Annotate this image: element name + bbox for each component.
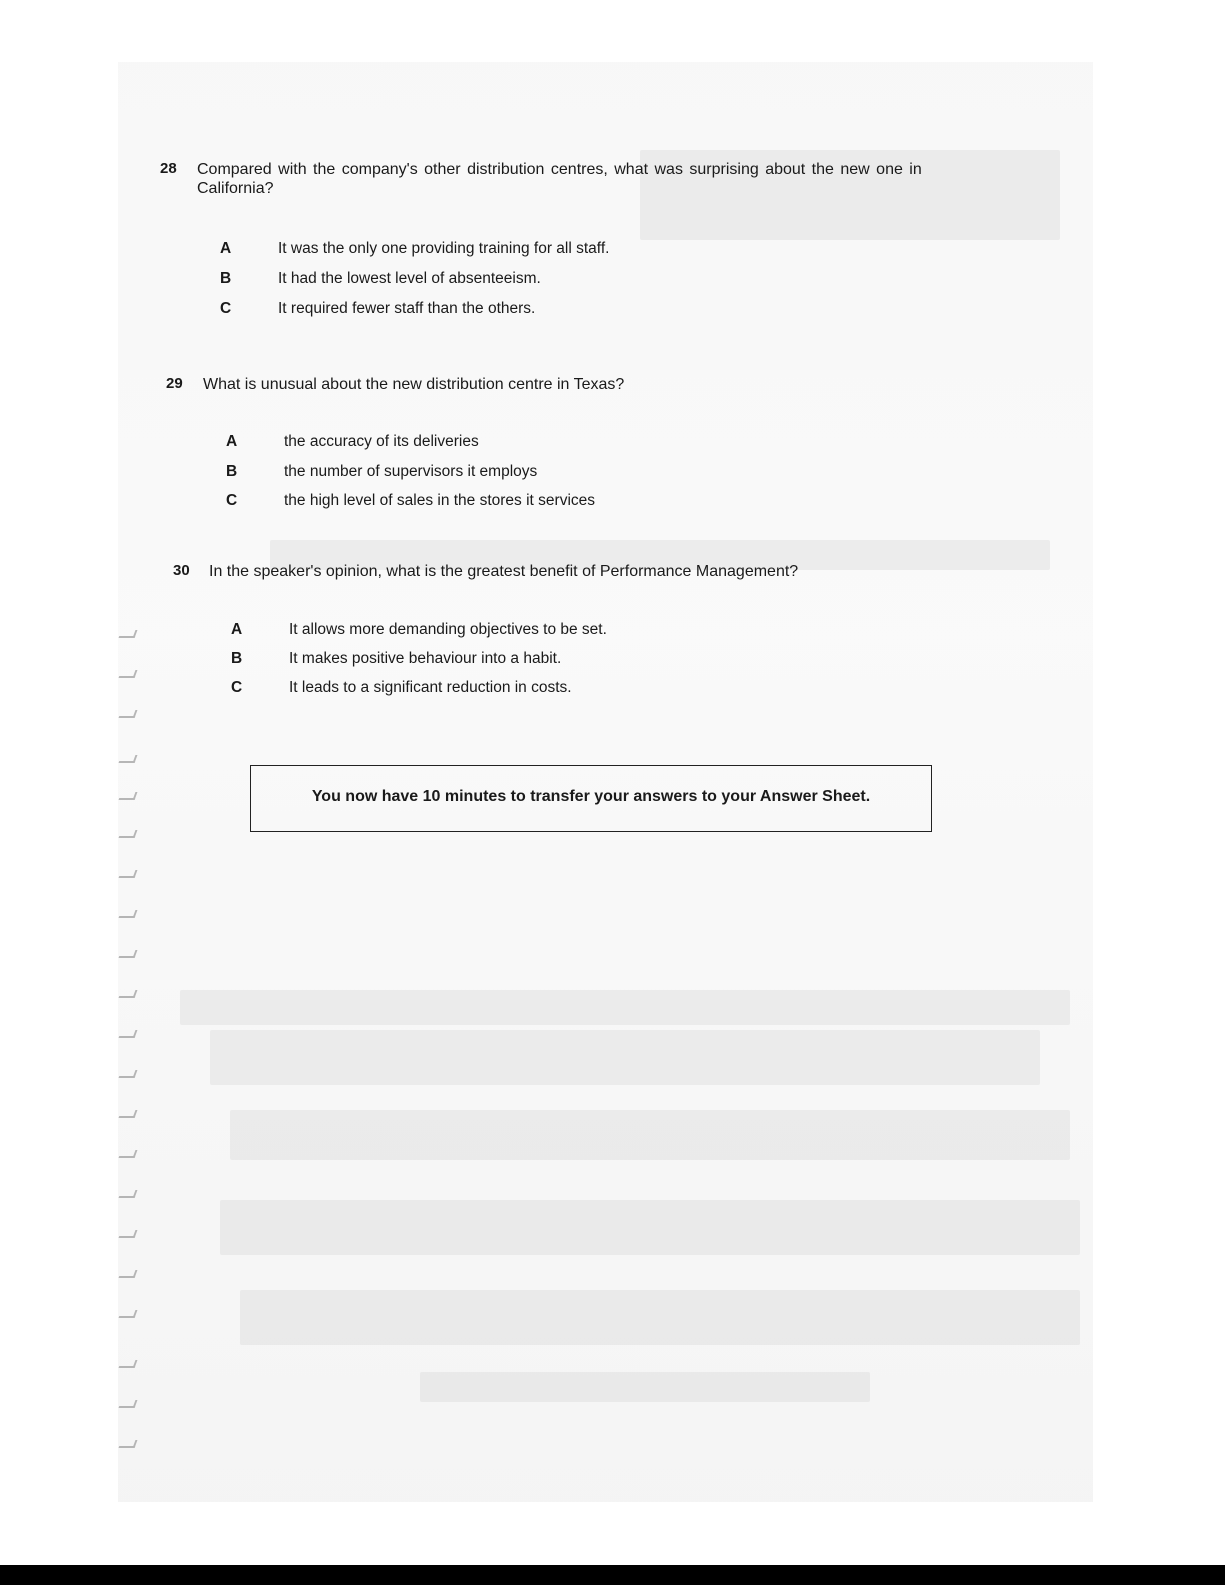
option-letter: C (231, 679, 243, 696)
tick-mark-icon (119, 1310, 138, 1318)
bleed-through-block (210, 1030, 1040, 1085)
bleed-through-block (220, 1200, 1080, 1255)
margin-tick-marks (120, 620, 140, 1460)
question-text: In the speaker's opinion, what is the greatest benefit of Performance Management? (209, 563, 799, 580)
tick-mark-icon (119, 870, 138, 878)
tick-mark-icon (119, 1150, 138, 1158)
tick-mark-icon (119, 990, 138, 998)
tick-mark-icon (119, 830, 138, 838)
option-text: It required fewer staff than the others. (278, 300, 536, 317)
notice-text: You now have 10 minutes to transfer your answers to your Answer Sheet. (311, 788, 871, 805)
tick-mark-icon (119, 1270, 138, 1278)
option-text: the number of supervisors it employs (284, 463, 538, 480)
question-text-continued: California? (197, 180, 274, 197)
scan-edge-bar (0, 1565, 1225, 1585)
option-text: the accuracy of its deliveries (284, 433, 479, 450)
tick-mark-icon (119, 755, 138, 763)
question-text: Compared with the company's other distribution centres, what was surprising about the new one in (197, 161, 922, 178)
option-text: It was the only one providing training for all staff. (278, 240, 610, 257)
tick-mark-icon (119, 792, 138, 800)
option-letter: A (231, 621, 243, 638)
bleed-through-block (240, 1290, 1080, 1345)
option-letter: A (220, 240, 232, 257)
tick-mark-icon (119, 910, 138, 918)
option-letter: B (231, 650, 243, 667)
option-text: It allows more demanding objectives to be set. (289, 621, 607, 638)
tick-mark-icon (119, 1440, 138, 1448)
question-number: 28 (160, 160, 177, 177)
tick-mark-icon (119, 670, 138, 678)
option-letter: B (220, 270, 232, 287)
question-30 (173, 562, 933, 702)
question-text: What is unusual about the new distribution centre in Texas? (203, 376, 625, 393)
tick-mark-icon (119, 1400, 138, 1408)
tick-mark-icon (119, 1230, 138, 1238)
tick-mark-icon (119, 1190, 138, 1198)
tick-mark-icon (119, 1110, 138, 1118)
option-letter: C (220, 300, 232, 317)
tick-mark-icon (119, 630, 138, 638)
question-28 (160, 160, 980, 325)
option-text: It had the lowest level of absenteeism. (278, 270, 541, 287)
bleed-through-block (230, 1110, 1070, 1160)
question-number: 30 (173, 562, 190, 579)
bleed-through-block (180, 990, 1070, 1025)
option-letter: A (226, 433, 238, 450)
notice-box (250, 765, 932, 832)
tick-mark-icon (119, 710, 138, 718)
question-number: 29 (166, 375, 183, 392)
option-text: the high level of sales in the stores it services (284, 492, 596, 509)
tick-mark-icon (119, 1030, 138, 1038)
bleed-through-block (420, 1372, 870, 1402)
tick-mark-icon (119, 1360, 138, 1368)
option-letter: C (226, 492, 238, 509)
question-29 (166, 375, 866, 515)
tick-mark-icon (119, 1070, 138, 1078)
option-text: It leads to a significant reduction in costs. (289, 679, 572, 696)
option-text: It makes positive behaviour into a habit. (289, 650, 562, 667)
tick-mark-icon (119, 950, 138, 958)
option-letter: B (226, 463, 238, 480)
